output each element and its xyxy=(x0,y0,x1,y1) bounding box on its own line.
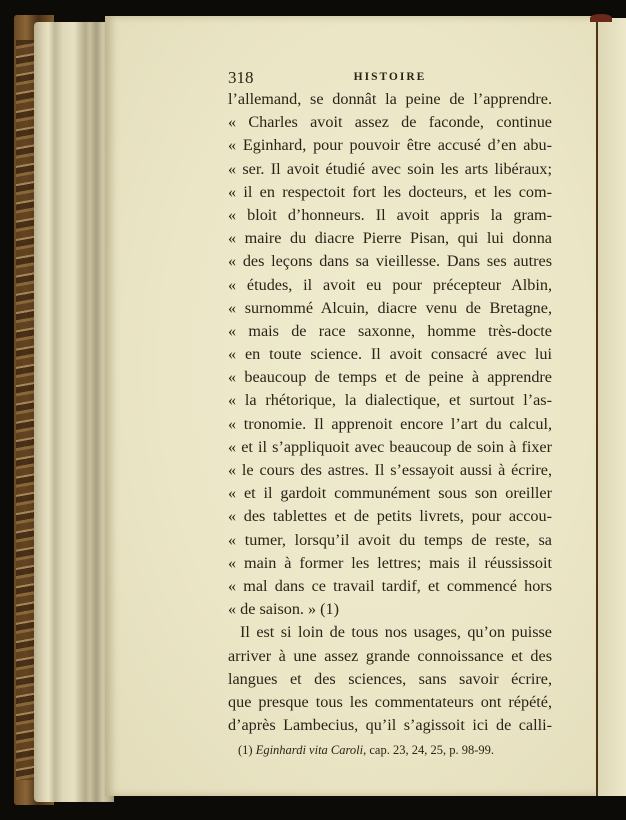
text-line: d’après Lambecius, qu’il s’agissoit ici de calli- xyxy=(228,716,552,735)
page-number: 318 xyxy=(228,68,254,87)
facing-page-edge xyxy=(598,18,626,796)
text-line: « surnommé Alcuin, diacre venu de Bretagne, xyxy=(228,298,552,317)
text-line: « il en respectoit fort les docteurs, et les com- xyxy=(228,182,552,201)
text-line: que presque tous les commentateurs ont répété, xyxy=(228,692,552,711)
footnote xyxy=(228,743,552,758)
gutter-line xyxy=(596,18,598,796)
text-line: « tumer, lorsqu’il avoit du temps de reste, sa xyxy=(228,530,552,549)
text-line: « des tablettes et de petits livrets, pour accou- xyxy=(228,507,552,526)
footnote-title: Eginhardi vita Caroli xyxy=(255,743,364,758)
text-line: l’allemand, se donnât la peine de l’apprendre. xyxy=(228,90,552,108)
text-line: « Eginhard, pour pouvoir être accusé d’en abu- xyxy=(228,136,552,155)
text-line: langues et des sciences, sans savoir écrire, xyxy=(228,669,552,688)
text-line: « tronomie. Il apprenoit encore l’art du calcul, xyxy=(228,414,552,433)
text-line: « bloit d’honneurs. Il avoit appris la gram- xyxy=(228,205,552,224)
page-text-block xyxy=(228,66,552,758)
text-line: « de saison. » (1) xyxy=(228,600,340,619)
text-line: « main à former les lettres; mais il réussissoit xyxy=(228,553,552,572)
bookmark-ribbon xyxy=(590,14,612,22)
text-line: « Charles avoit assez de faconde, continue xyxy=(228,113,552,132)
text-line: « beaucoup de temps et de peine à apprendre xyxy=(228,368,552,387)
text-line: Il est si loin de tous nos usages, qu’on puisse xyxy=(240,623,552,642)
text-line: « maire du diacre Pierre Pisan, qui lui donna xyxy=(228,229,552,248)
paragraph xyxy=(228,621,552,737)
running-head xyxy=(228,66,552,88)
text-line: « des leçons dans sa vieillesse. Dans ses autres xyxy=(228,252,552,271)
running-title: HISTOIRE xyxy=(353,71,427,83)
footnote-marker: (1) xyxy=(238,743,253,758)
quotation-block xyxy=(228,88,552,621)
text-line: « et il s’appliquoit avec beaucoup de soin à fixer xyxy=(228,437,552,456)
text-line: arriver à une assez grande connoissance et des xyxy=(228,646,552,665)
footnote-reference: , cap. 23, 24, 25, p. 98-99. xyxy=(363,743,495,758)
text-line: « études, il avoit eu pour précepteur Albin, xyxy=(228,275,552,294)
text-line: « le cours des astres. Il s’essayoit aussi à écrire, xyxy=(228,461,552,479)
text-line: « la rhétorique, la dialectique, et surtout l’as- xyxy=(228,391,552,410)
text-line: « et il gardoit communément sous son oreiller xyxy=(228,484,552,503)
text-line: « ser. Il avoit étudié avec soin les arts libéraux; xyxy=(228,159,552,178)
text-line: « mal dans ce travail tardif, et commencé hors xyxy=(228,576,552,595)
page-edges-stack xyxy=(34,22,114,802)
marbled-binding xyxy=(16,40,34,780)
text-line: « mais de race saxonne, homme très-docte xyxy=(228,321,552,340)
text-line: « en toute science. Il avoit consacré avec lui xyxy=(228,345,552,364)
